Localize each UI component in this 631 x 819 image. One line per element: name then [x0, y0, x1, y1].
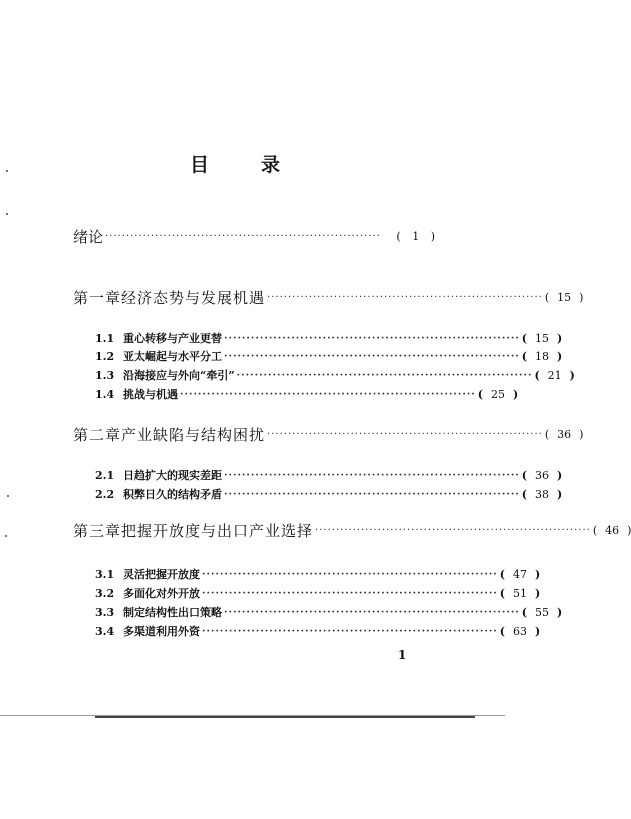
toc-page-ref [545, 291, 584, 304]
toc-page-number: 15 [535, 331, 549, 345]
paren-open: ( [521, 349, 527, 363]
toc-entry-label: 亚太崛起与水平分工 [123, 350, 222, 363]
scan-speck [6, 170, 8, 172]
toc-entry-label: 经济态势与发展机遇 [121, 288, 266, 307]
toc-entry-intro[interactable] [73, 226, 435, 246]
toc-leader: ·································································· [202, 568, 498, 580]
paren-open: ( [499, 586, 505, 600]
toc-page-ref [396, 230, 435, 243]
paren-close: ) [569, 368, 575, 382]
toc-leader: ·································································· [105, 230, 381, 242]
paren-open: ( [499, 567, 505, 581]
scan-speck [6, 213, 8, 215]
toc-entry-label: 重心转移与产业更替 [123, 332, 222, 345]
toc-section-number: 1.2 [95, 349, 115, 363]
toc-leader: ·································································· [180, 388, 476, 400]
toc-page-number: 21 [547, 368, 562, 382]
toc-entry-1-3[interactable] [95, 365, 575, 385]
toc-section-number: 2.2 [95, 487, 115, 501]
toc-leader: ·································································· [315, 524, 591, 536]
toc-entry-label: 沿海接应与外向“牵引” [123, 369, 235, 382]
toc-entry-3-3[interactable] [95, 602, 563, 622]
toc-page-ref [522, 488, 562, 501]
toc-entry-1-4[interactable] [95, 384, 519, 404]
toc-page-number: 1 [412, 229, 420, 243]
toc-entry-chapter-2[interactable] [73, 424, 584, 444]
toc-entry-1-2[interactable] [95, 346, 563, 366]
paren-close: ) [557, 487, 563, 501]
toc-title-char-1: 目 [190, 154, 210, 176]
toc-section-number: 3.4 [95, 624, 115, 638]
toc-chapter-number: 第三章 [73, 521, 122, 540]
paren-close: ) [627, 523, 631, 537]
toc-leader: ·································································· [267, 428, 543, 440]
toc-page-number: 36 [557, 427, 572, 441]
toc-entry-1-1[interactable] [95, 328, 563, 348]
toc-leader: ·································································· [224, 332, 520, 344]
toc-page-ref [522, 606, 562, 619]
scan-speck [7, 495, 9, 497]
paren-open: ( [534, 368, 540, 382]
paren-close: ) [579, 290, 584, 304]
toc-page-ref [478, 388, 518, 401]
toc-chapter-number: 第二章 [73, 425, 122, 444]
scan-edge-line [95, 716, 475, 718]
page-folio: 1 [398, 648, 407, 662]
toc-entry-label: 多面化对外开放 [123, 587, 200, 600]
toc-entry-label: 绪论 [73, 227, 104, 246]
toc-page-ref [534, 369, 574, 382]
paren-open: ( [521, 605, 527, 619]
toc-entry-label: 灵活把握开放度 [123, 568, 200, 581]
toc-page-ref [500, 587, 540, 600]
paren-close: ) [535, 624, 541, 638]
toc-entry-label: 制定结构性出口策略 [123, 606, 222, 619]
paren-close: ) [557, 605, 563, 619]
toc-leader: ·································································· [224, 488, 520, 500]
toc-page-ref [500, 568, 540, 581]
toc-entry-label: 把握开放度与出口产业选择 [121, 521, 314, 540]
toc-title [190, 150, 280, 177]
toc-section-number: 2.1 [95, 468, 115, 482]
toc-page-number: 63 [513, 624, 527, 638]
paren-open: ( [544, 427, 550, 441]
toc-chapter-number: 第一章 [73, 288, 122, 307]
toc-section-number: 3.1 [95, 567, 115, 581]
toc-section-number: 3.3 [95, 605, 115, 619]
toc-page-ref [522, 350, 562, 363]
toc-leader: ·································································· [202, 587, 498, 599]
toc-section-number: 1.4 [95, 387, 115, 401]
toc-title-char-2: 录 [260, 154, 280, 176]
toc-leader: ·································································· [224, 350, 520, 362]
toc-entry-chapter-3[interactable] [73, 520, 631, 540]
toc-page-number: 47 [513, 567, 527, 581]
paren-open: ( [521, 468, 527, 482]
toc-entry-3-1[interactable] [95, 564, 541, 584]
paren-close: ) [579, 427, 584, 441]
toc-page-ref [545, 428, 584, 441]
toc-page-number: 15 [557, 290, 572, 304]
toc-page-number: 51 [513, 586, 527, 600]
paren-close: ) [557, 468, 563, 482]
toc-page-number: 25 [491, 387, 505, 401]
toc-section-number: 1.1 [95, 331, 115, 345]
toc-page-ref [522, 469, 562, 482]
toc-leader: ·································································· [236, 369, 533, 381]
toc-entry-label: 产业缺陷与结构困扰 [121, 425, 266, 444]
toc-page-number: 38 [535, 487, 549, 501]
toc-entry-2-1[interactable] [95, 465, 563, 485]
toc-entry-3-2[interactable] [95, 583, 541, 603]
paren-close: ) [513, 387, 519, 401]
toc-leader: ·································································· [224, 469, 520, 481]
paren-close: ) [557, 331, 563, 345]
toc-entry-2-2[interactable] [95, 484, 563, 504]
paren-open: ( [396, 229, 401, 243]
toc-leader: ·································································· [267, 291, 543, 303]
toc-section-number: 1.3 [95, 368, 115, 382]
toc-page-ref [522, 332, 562, 345]
toc-page-number: 36 [535, 468, 549, 482]
paren-close: ) [557, 349, 563, 363]
toc-entry-3-4[interactable] [95, 621, 541, 641]
paren-open: ( [499, 624, 505, 638]
paren-close: ) [430, 229, 435, 243]
paren-open: ( [544, 290, 550, 304]
toc-entry-label: 积弊日久的结构矛盾 [123, 488, 222, 501]
paren-open: ( [592, 523, 598, 537]
paren-open: ( [477, 387, 483, 401]
toc-entry-label: 日趋扩大的现实差距 [123, 469, 222, 482]
toc-entry-label: 多渠道利用外资 [123, 625, 200, 638]
toc-page-number: 55 [535, 605, 549, 619]
toc-leader: ·································································· [224, 606, 520, 618]
toc-page-ref [500, 625, 540, 638]
paren-close: ) [535, 567, 541, 581]
paren-open: ( [521, 331, 527, 345]
toc-page-ref [593, 524, 631, 537]
toc-entry-chapter-1[interactable] [73, 287, 584, 307]
toc-page-number: 18 [535, 349, 549, 363]
toc-page-number: 46 [605, 523, 620, 537]
toc-entry-label: 挑战与机遇 [123, 388, 178, 401]
paren-close: ) [535, 586, 541, 600]
paren-open: ( [521, 487, 527, 501]
toc-leader: ·································································· [202, 625, 498, 637]
toc-section-number: 3.2 [95, 586, 115, 600]
scan-speck [5, 535, 7, 537]
